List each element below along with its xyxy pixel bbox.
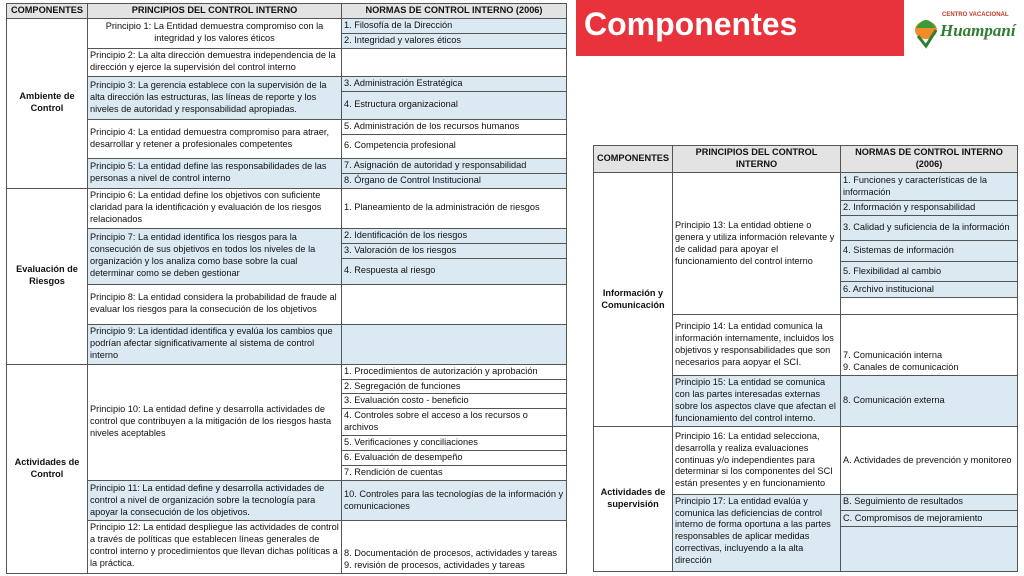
principle-10: Principio 10: La entidad define y desarrolla actividades de control que contribuyen a la mitigación de los riesgos hasta niveles aceptables	[88, 364, 342, 481]
norm-line: 9. Canales de comunicación	[843, 361, 959, 372]
norm-cell: 1. Planeamiento de la administración de riesgos	[342, 188, 567, 228]
norm-cell: 2. Identificación de los riesgos	[342, 228, 567, 243]
norm-cell: 7. Asignación de autoridad y responsabilidad	[342, 158, 567, 173]
principle-13: Principio 13: La entidad obtiene o genera y utiliza información relevante y de calidad para apoyar el funcionamiento del control interno	[673, 173, 841, 314]
norm-line: 8. Documentación de procesos, actividades y tareas	[344, 548, 557, 559]
principle-4: Principio 4: La entidad demuestra compromiso para atraer, desarrollar y retener a profesionales competentes	[88, 119, 342, 158]
component-actividades-control: Actividades de Control	[7, 364, 88, 574]
principle-6: Principio 6: La entidad define los objetivos con suficiente claridad para la identificación y evaluación de los riesgos relacionados	[88, 188, 342, 228]
principle-12	[88, 521, 342, 574]
norm-cell: 1. Procedimientos de autorización y aprobación	[342, 364, 567, 379]
norm-cell: C. Compromisos de mejoramiento	[841, 510, 1018, 526]
principle-9: Principio 9: La identidad identifica y evalúa los cambios que podrían afectar significativamente al sistema de control interno	[88, 324, 342, 364]
component-evaluacion-riesgos: Evaluación de Riesgos	[7, 188, 88, 364]
norm-cell: 3. Evaluación costo - beneficio	[342, 394, 567, 409]
page-title: Componentes	[584, 6, 798, 42]
norm-cell: 1. Filosofía de la Dirección	[342, 18, 567, 33]
principle-11: Principio 11: La entidad define y desarrolla actividades de control a nivel de organización sobre la tecnología para apoyar la consecución de los objetivos.	[88, 481, 342, 521]
norm-cell: 3. Administración Estratégica	[342, 76, 567, 91]
norm-cell: 3. Calidad y suficiencia de la información	[841, 216, 1018, 241]
norm-cell: 5. Administración de los recursos humanos	[342, 119, 567, 134]
principle-7: Principio 7: La entidad identifica los riesgos para la consecución de sus objetivos en todos los niveles de la organización y los analiza como base sobre la cual determinar como se deben gestionar	[88, 228, 342, 284]
principle-15: Principio 15: La entidad se comunica con las partes interesadas externas sobre los aspectos clave que afectan el funcionamiento del control interno.	[673, 375, 841, 427]
norm-cell: 2. Integridad y valores éticos	[342, 33, 567, 48]
header-norms: NORMAS DE CONTROL INTERNO (2006)	[841, 146, 1018, 173]
norm-cell-empty	[342, 324, 567, 364]
norm-cell: 6. Competencia profesional	[342, 134, 567, 158]
logo-icon	[912, 6, 1018, 50]
title-banner	[576, 0, 904, 56]
left-controls-table	[6, 3, 567, 574]
right-controls-table	[593, 145, 1018, 572]
principle-2: Principio 2: La alta dirección demuestra independencia de la dirección y ejerce la supervisión del control interno	[88, 48, 342, 76]
norm-cell: 4. Estructura organizacional	[342, 91, 567, 119]
norm-cell-empty	[841, 298, 1018, 314]
norm-cell: 1. Funciones y características de la información	[841, 173, 1018, 200]
logo	[912, 6, 1018, 50]
principle-1: Principio 1: La Entidad demuestra compromiso con la integridad y los valores éticos	[88, 18, 342, 48]
norm-cell: 6. Evaluación de desempeño	[342, 451, 567, 466]
norm-cell: 2. Información y responsabilidad	[841, 200, 1018, 215]
logo-top-text: CENTRO VACACIONAL	[942, 12, 1009, 18]
header-principles: PRINCIPIOS DEL CONTROL INTERNO	[88, 4, 342, 19]
norm-line: 7. Comunicación interna	[843, 349, 943, 360]
norm-cell: 6. Archivo institucional	[841, 282, 1018, 298]
norm-cell: 3. Valoración de los riesgos	[342, 243, 567, 258]
norm-cell-multi	[342, 521, 567, 574]
norm-cell: 8. Comunicación externa	[841, 375, 1018, 427]
norm-cell: 8. Órgano de Control Institucional	[342, 173, 567, 188]
principle-12-text: Principio 12: La entidad despliegue las actividades de control a través de políticas que establecen líneas generales de control interno y procedimientos que llevan dichas políticas a la práctica.	[90, 522, 339, 569]
principle-3: Principio 3: La gerencia establece con la supervisión de la alta dirección las estructuras, las líneas de reporte y los niveles de autoridad y responsabilidad apropiadas.	[88, 76, 342, 119]
norm-cell: 10. Controles para las tecnologías de la información y comunicaciones	[342, 481, 567, 521]
component-informacion-comunicacion: Información y Comunicación	[594, 173, 673, 427]
norm-cell-empty	[342, 48, 567, 76]
norm-cell: 7. Rendición de cuentas	[342, 466, 567, 481]
norm-cell-multi	[841, 314, 1018, 375]
principle-16: Principio 16: La entidad selecciona, desarrolla y realiza evaluaciones continuas y/o independientes para determinar si los componentes del SCI están presentes y en funcionamiento	[673, 427, 841, 494]
norm-cell: 5. Flexibilidad al cambio	[841, 261, 1018, 281]
header-principles: PRINCIPIOS DEL CONTROL INTERNO	[673, 146, 841, 173]
norm-line: 9. revisión de procesos, actividades y tareas	[344, 560, 525, 571]
norm-cell: B. Seguimiento de resultados	[841, 494, 1018, 510]
principle-5: Principio 5: La entidad define las responsabilidades de las personas a nivel de control interno	[88, 158, 342, 188]
norm-cell-empty	[841, 527, 1018, 572]
principle-14: Principio 14: La entidad comunica la información internamente, incluidos los objetivos y responsabilidades que son necesarios para aopyar el SCI.	[673, 314, 841, 375]
header-components: COMPONENTES	[594, 146, 673, 173]
norm-cell: 4. Controles sobre el acceso a los recursos o archivos	[342, 409, 567, 436]
norm-cell-empty	[342, 284, 567, 324]
norm-cell: A. Actividades de prevención y monitoreo	[841, 427, 1018, 494]
component-actividades-supervision: Actividades de supervisión	[594, 427, 673, 572]
header-norms: NORMAS DE CONTROL INTERNO (2006)	[342, 4, 567, 19]
norm-cell: 2. Segregación de funciones	[342, 379, 567, 394]
component-ambiente-control: Ambiente de Control	[7, 18, 88, 188]
logo-name-text: Huampaní	[940, 21, 1016, 40]
header-components: COMPONENTES	[7, 4, 88, 19]
principle-17: Principio 17: La entidad evalúa y comunica las deficiencias de control interno de forma oportuna a las partes responsables de aplicar medidas correctivas, incluyendo a la alta dirección	[673, 494, 841, 571]
principle-8: Principio 8: La entidad considera la probabilidad de fraude al evaluar los riesgos para la consecución de los objetivos	[88, 284, 342, 324]
norm-cell: 4. Respuesta al riesgo	[342, 258, 567, 284]
norm-cell: 4. Sistemas de información	[841, 241, 1018, 261]
norm-cell: 5. Verificaciones y conciliaciones	[342, 436, 567, 451]
